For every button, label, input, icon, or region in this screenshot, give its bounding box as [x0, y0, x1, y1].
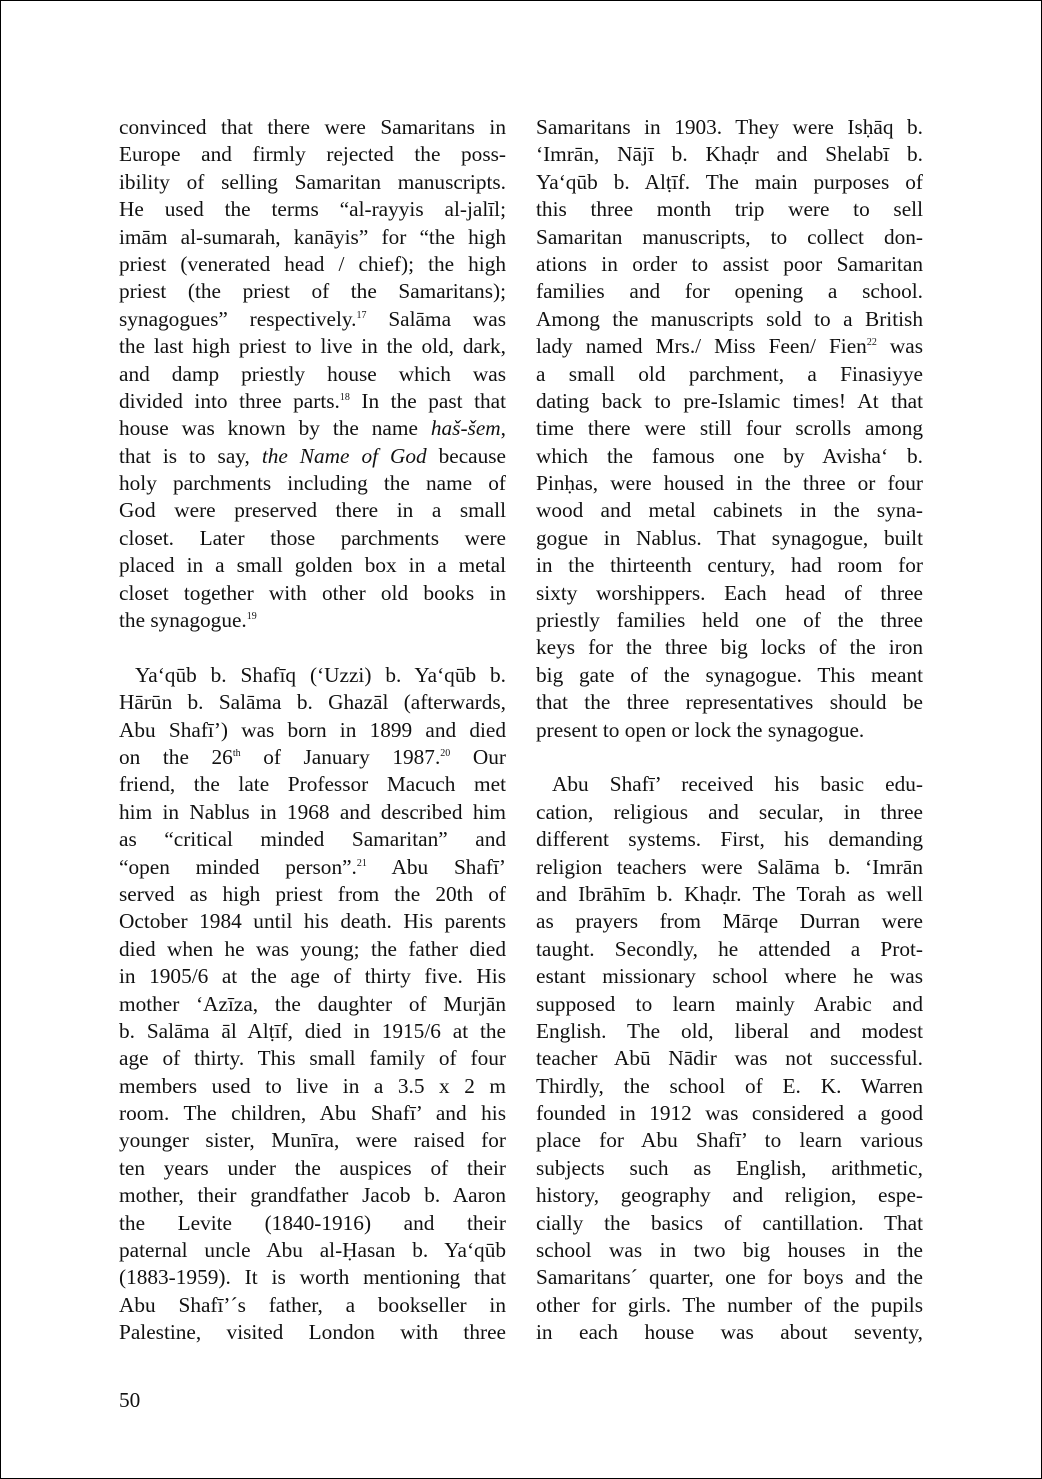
text-line: cation, religious and secular, in three [536, 799, 923, 824]
text-line: different systems. First, his demanding [536, 827, 923, 852]
text-line: sixty worshippers. Each head of three [536, 580, 923, 605]
text-line: Among the manuscripts sold to a British [536, 306, 923, 331]
text-line: on the 26th of January 1987.20 Our [119, 744, 506, 769]
text-line: younger sister, Munīra, were raised for [119, 1128, 506, 1153]
text-line: died when he was young; the father died [119, 936, 506, 961]
footnote-ref: 21 [356, 857, 367, 869]
text-line: big gate of the synagogue. This meant [536, 662, 923, 687]
text-line: closet together with other old books in [119, 580, 506, 605]
text-line: ten years under the auspices of their [119, 1155, 506, 1180]
text-line: Thirdly, the school of E. K. Warren [536, 1073, 923, 1098]
text-line: age of thirty. This small family of four [119, 1046, 506, 1071]
text-line: mother, their grandfather Jacob b. Aaron [119, 1183, 506, 1208]
text-line: priest (venerated head / chief); the high [119, 251, 506, 276]
text-line: ations in order to assist poor Samaritan [536, 251, 923, 276]
paragraph [536, 771, 923, 1346]
text-line: He used the terms “al-rayyis al-jalīl; [119, 197, 506, 222]
text-line: that is to say, the Name of God because [119, 443, 506, 468]
text-line: history, geography and religion, espe- [536, 1183, 923, 1208]
text-line: time there were still four scrolls among [536, 416, 923, 441]
paragraph-gap [536, 744, 923, 771]
italic-term: haš-šem [430, 416, 501, 441]
text-line: Hārūn b. Salāma b. Ghazāl (afterwards, [119, 690, 506, 715]
text-line: the last high priest to live in the old, dark, [119, 334, 506, 359]
text-line: Europe and firmly rejected the poss- [119, 142, 506, 167]
text-line: Abu Shafī’) was born in 1899 and died [119, 717, 506, 742]
footnote-ref: 19 [246, 611, 257, 623]
text-line: Samaritans in 1903. They were Isḥāq b. [536, 115, 923, 139]
text-line: (1883-1959). It is worth mentioning that [119, 1265, 506, 1290]
text-line: October 1984 until his death. His parents [119, 909, 506, 934]
text-line: taught. Secondly, he attended a Prot- [536, 936, 923, 961]
text-line: which the famous one by Avisha‘ b. [536, 443, 923, 468]
text-line: dating back to pre-Islamic times! At that [536, 388, 923, 413]
text-line: estant missionary school where he was [536, 964, 923, 989]
paragraph [119, 662, 506, 1347]
text-line: closet. Later those parchments were [119, 525, 506, 550]
text-line: in the thirteenth century, had room for [536, 553, 923, 578]
text-line: holy parchments including the name of [119, 471, 506, 496]
text-line: ibility of selling Samaritan manuscripts. [119, 169, 506, 194]
text-line: convinced that there were Samaritans in [119, 115, 506, 139]
text-line: keys for the three big locks of the iron [536, 635, 923, 660]
text-line: served as high priest from the 20th of [119, 881, 506, 906]
text-line: place for Abu Shafī’ to learn various [536, 1128, 923, 1153]
text-line: that the three representatives should be [536, 690, 923, 715]
footnote-ref: 17 [356, 309, 367, 321]
text-line: in 1905/6 at the age of thirty five. His [119, 964, 506, 989]
text-line: lady named Mrs./ Miss Feen/ Fien$^{22}$ was [536, 334, 923, 359]
text-line: members used to live in a 3.5 x 2 m [119, 1073, 506, 1098]
text-line: God were preserved there in a small [119, 498, 506, 523]
text-line: the Levite (1840-1916) and their [119, 1210, 506, 1235]
text-line: families and for opening a school. [536, 279, 923, 304]
text-line: priest (the priest of the Samaritans); [119, 279, 506, 304]
paragraph-gap [119, 634, 506, 661]
text-line: b. Salāma āl Alṭīf, died in 1915/6 at the [119, 1018, 506, 1043]
text-line: Ya‘qūb b. Alṭīf. The main purposes of [536, 169, 923, 194]
text-line: religion teachers were Salāma b. ‘Imrān [536, 854, 923, 879]
footnote-ref: 18 [339, 391, 350, 403]
footnote-ref: 20 [440, 747, 451, 759]
text-line: priestly families held one of the three [536, 608, 923, 633]
paragraph [119, 114, 506, 634]
text-line: paternal uncle Abu al-Ḥasan b. Ya‘qūb [119, 1238, 506, 1263]
text-line: the synagogue.$^{19}$ [119, 608, 257, 633]
page-number: 50 [119, 1388, 141, 1412]
text-line: as “critical minded Samaritan” and [119, 827, 506, 852]
text-line: room. The children, Abu Shafī’ and his [119, 1101, 506, 1126]
text-line: “open minded person”.$^{21}$ Abu Shafī’ [119, 854, 506, 879]
text-line: gogue in Nablus. That synagogue, built [536, 525, 923, 550]
text-line: Palestine, visited London with three [119, 1320, 506, 1345]
text-line: present to open or lock the synagogue. [536, 717, 865, 742]
left-column [119, 114, 506, 1347]
text-line: Ya‘qūb b. Shafīq (‘Uzzi) b. Ya‘qūb b. [135, 662, 506, 687]
text-line: supposed to learn mainly Arabic and [536, 991, 923, 1016]
paragraph [536, 114, 923, 744]
text-line: house was known by the name haš-šem, [119, 416, 506, 441]
text-line: Samaritan manuscripts, to collect don- [536, 224, 923, 249]
italic-term: the Name of God [261, 443, 427, 468]
text-line: founded in 1912 was considered a good [536, 1101, 923, 1126]
text-line: divided into three parts.$^{18}$ In the past that [119, 388, 506, 413]
text-line: Pinḥas, were housed in the three or four [536, 471, 923, 496]
text-line: Abu Shafī’´s father, a bookseller in [119, 1292, 506, 1317]
text-line: school was in two big houses in the [536, 1238, 923, 1263]
text-line: Abu Shafī’ received his basic edu- [552, 772, 923, 797]
text-line: subjects such as English, arithmetic, [536, 1155, 923, 1180]
text-line: teacher Abū Nādir was not successful. [536, 1046, 923, 1071]
text-line: placed in a small golden box in a metal [119, 553, 506, 578]
text-line: friend, the late Professor Macuch met [119, 772, 506, 797]
text-line: other for girls. The number of the pupils [536, 1292, 923, 1317]
text-line: a small old parchment, a Finasiyye [536, 361, 923, 386]
text-line: ‘Imrān, Nājī b. Khaḍr and Shelabī b. [536, 142, 923, 167]
right-column [536, 114, 923, 1347]
text-line: as prayers from Mārqe Durran were [536, 909, 923, 934]
text-line: wood and metal cabinets in the syna- [536, 498, 923, 523]
text-line: and Ibrāhīm b. Khaḍr. The Torah as well [536, 881, 923, 906]
text-line: him in Nablus in 1968 and described him [119, 799, 506, 824]
text-line: Samaritans´ quarter, one for boys and the [536, 1265, 923, 1290]
footnote-ref: 22 [866, 337, 877, 349]
text-line: imām al-sumarah, kanāyis” for “the high [119, 224, 506, 249]
text-line: and damp priestly house which was [119, 361, 506, 386]
text-line: mother ‘Azīza, the daughter of Murjān [119, 991, 506, 1016]
text-line: synagogues” respectively.$^{17}$ Salāma was [119, 306, 506, 331]
text-line: this three month trip were to sell [536, 197, 923, 222]
text-line: cially the basics of cantillation. That [536, 1210, 923, 1235]
ordinal-suffix: th [232, 747, 241, 759]
text-line: in each house was about seventy, [536, 1320, 923, 1345]
text-line: English. The old, liberal and modest [536, 1018, 923, 1043]
